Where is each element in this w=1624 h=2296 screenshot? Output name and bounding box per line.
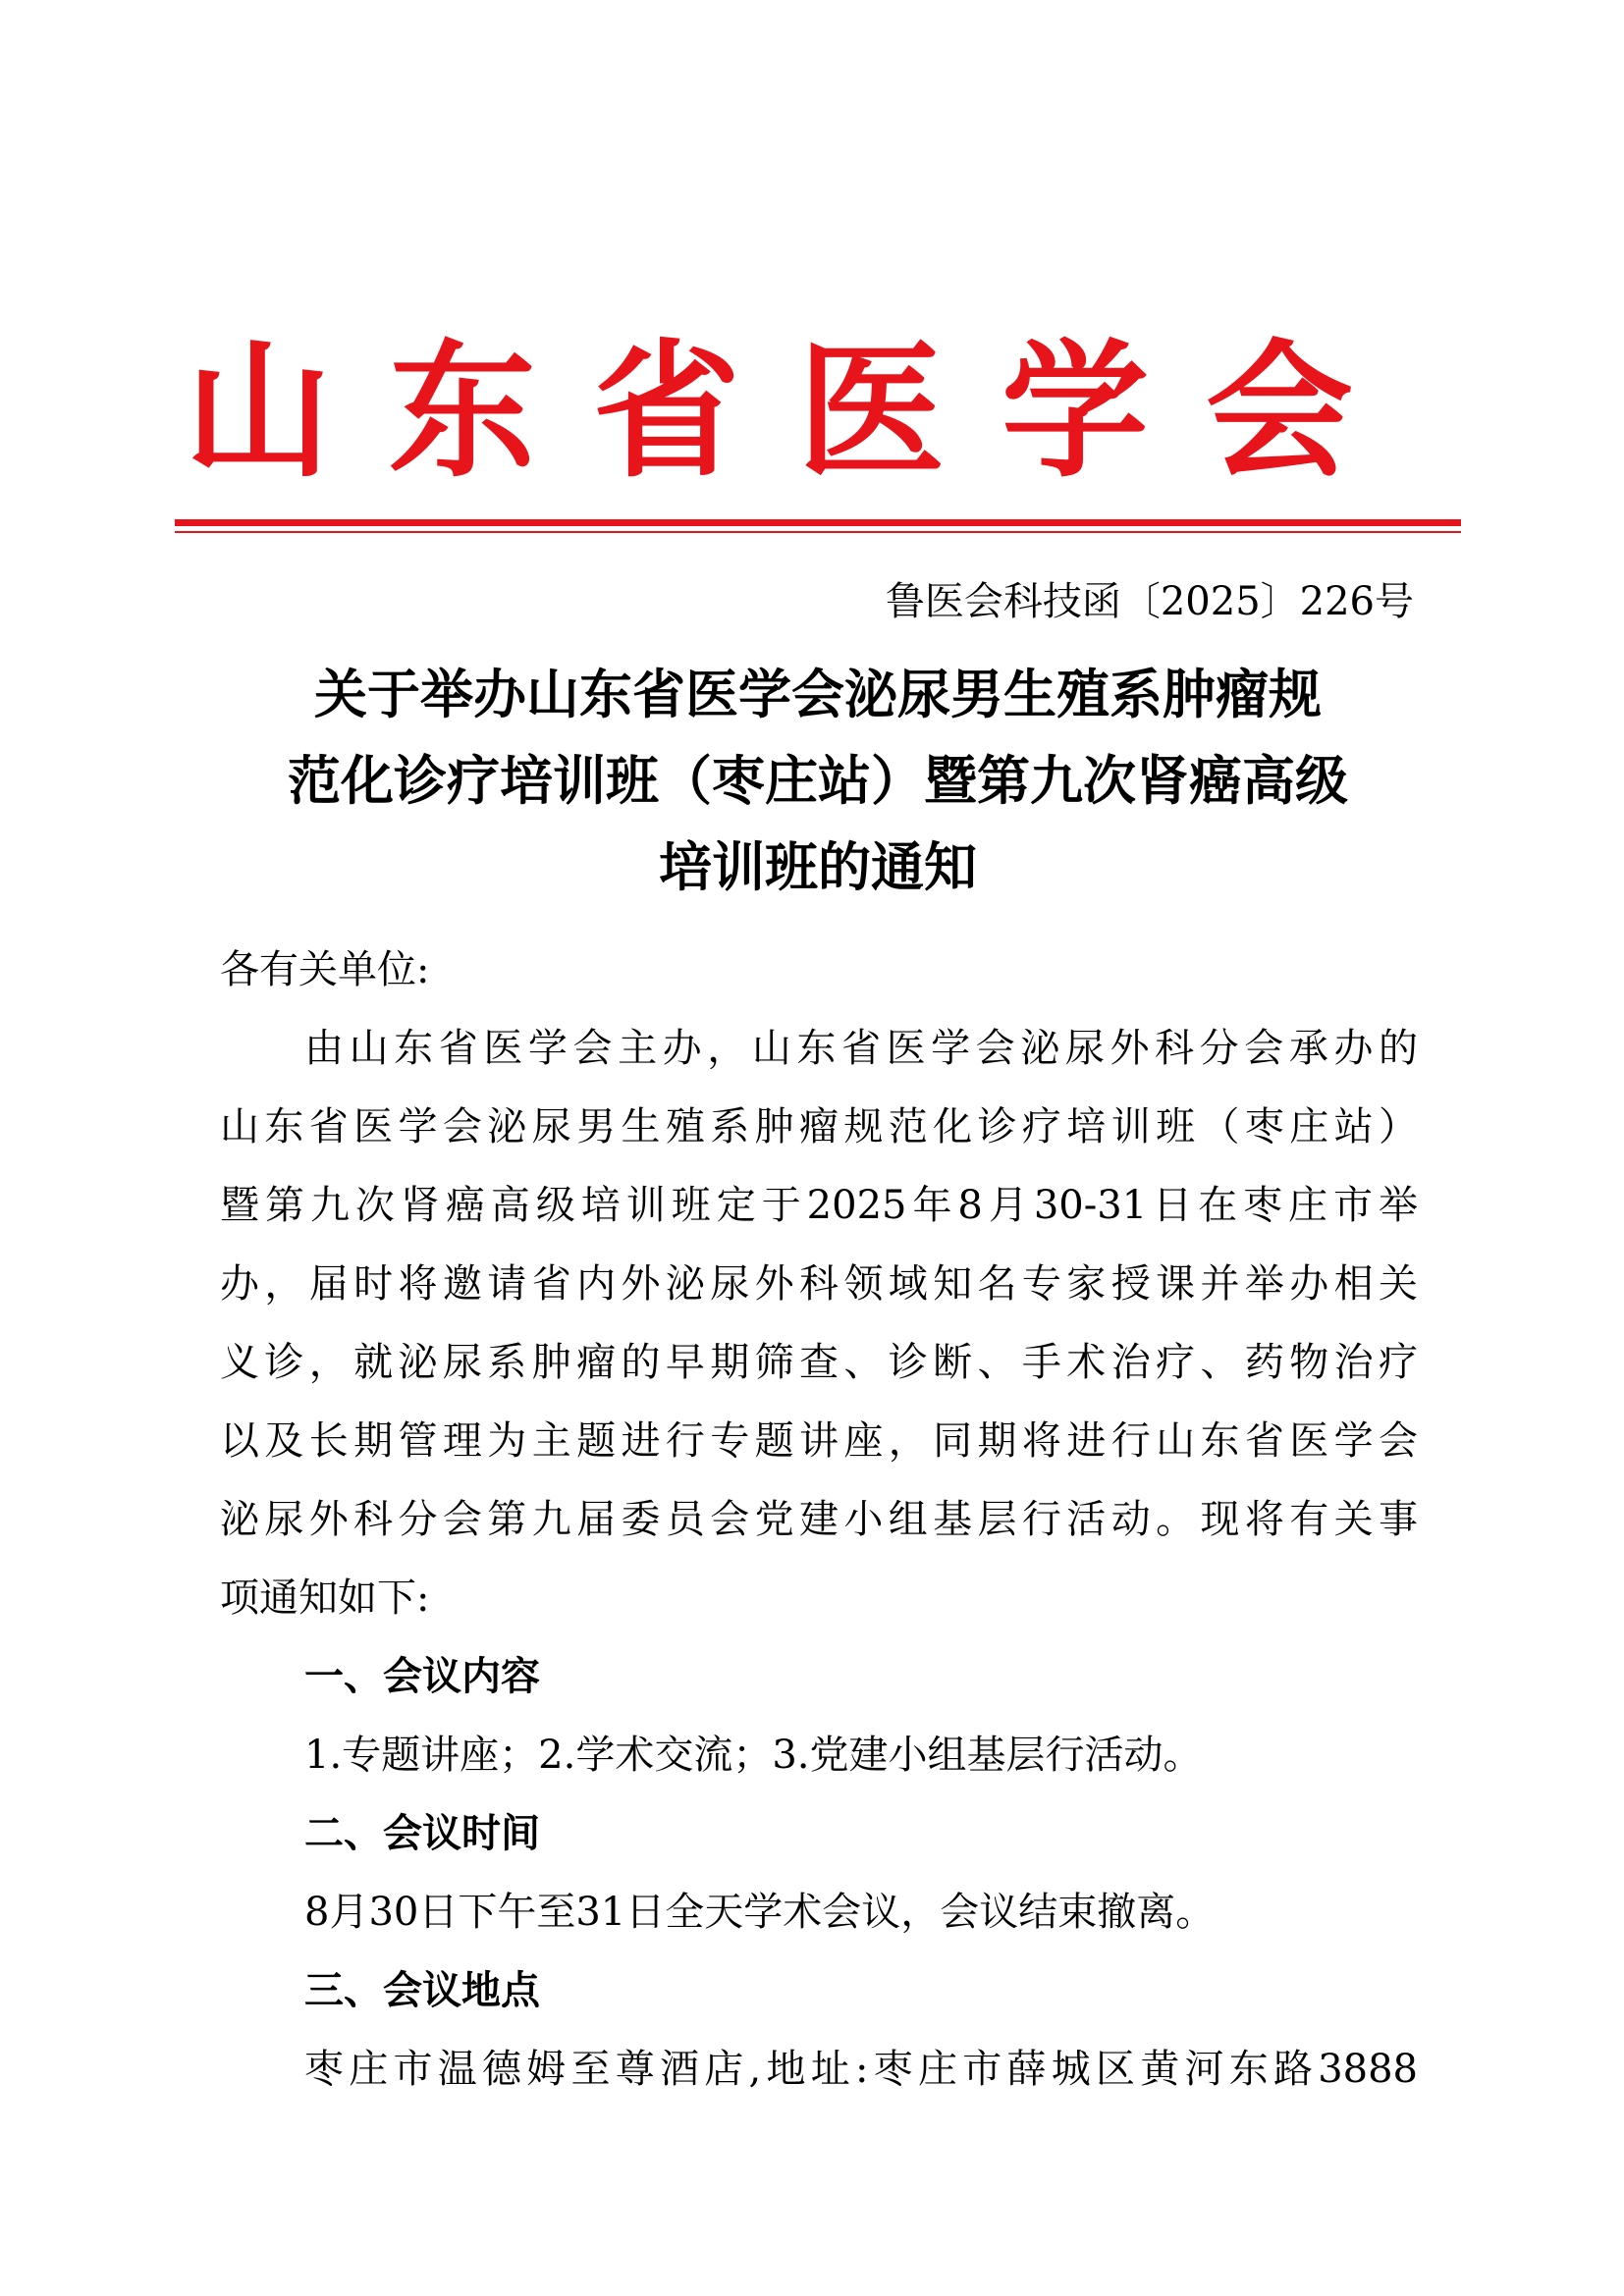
masthead — [175, 324, 1363, 501]
masthead-char: 东 — [388, 327, 536, 498]
section-text: 8月30日下午至31日全天学术会议，会议结束撤离。 — [304, 1890, 1216, 1935]
intro-line: 以及长期管理为主题进行专题讲座，同期将进行山东省医学会 — [220, 1418, 1418, 1464]
masthead-char: 山 — [184, 327, 332, 498]
section-heading: 三、会议地点 — [304, 1968, 540, 2013]
intro-line: 义诊，就泌尿系肿瘤的早期筛查、诊断、手术治疗、药物治疗 — [220, 1340, 1418, 1385]
masthead-rule-thin — [175, 531, 1461, 533]
intro-line: 项通知如下: — [220, 1575, 430, 1621]
masthead-char: 医 — [796, 327, 945, 498]
intro-line: 山东省医学会泌尿男生殖系肿瘤规范化诊疗培训班（枣庄站） — [220, 1104, 1418, 1149]
section-heading: 二、会议时间 — [304, 1811, 540, 1856]
masthead-char: 省 — [592, 327, 740, 498]
title-line: 范化诊疗培训班（枣庄站）暨第九次肾癌高级 — [288, 750, 1348, 812]
masthead-char: 学 — [1001, 327, 1149, 498]
document-body — [220, 931, 1418, 2109]
masthead-char: 会 — [1205, 327, 1353, 498]
intro-line: 暨第九次肾癌高级培训班定于2025年8月30-31日在枣庄市举 — [220, 1183, 1418, 1228]
title-line: 关于举办山东省医学会泌尿男生殖系肿瘤规 — [314, 664, 1322, 725]
document-title — [175, 652, 1461, 911]
section-text: 枣庄市温德姆至尊酒店,地址:枣庄市薛城区黄河东路3888 — [304, 2047, 1418, 2092]
document-number: 鲁医会科技函〔2025〕226号 — [885, 579, 1414, 624]
section-heading: 一、会议内容 — [304, 1654, 540, 1699]
intro-line: 泌尿外科分会第九届委员会党建小组基层行活动。现将有关事 — [220, 1497, 1418, 1542]
intro-line: 办，届时将邀请省内外泌尿外科领域知名专家授课并举办相关 — [220, 1261, 1418, 1307]
title-line: 培训班的通知 — [659, 836, 977, 898]
salutation: 各有关单位: — [220, 947, 430, 992]
section-text: 1.专题讲座；2.学术交流；3.党建小组基层行活动。 — [304, 1733, 1203, 1778]
masthead-rule-thick — [175, 519, 1461, 526]
intro-line: 由山东省医学会主办，山东省医学会泌尿外科分会承办的 — [304, 1026, 1418, 1071]
